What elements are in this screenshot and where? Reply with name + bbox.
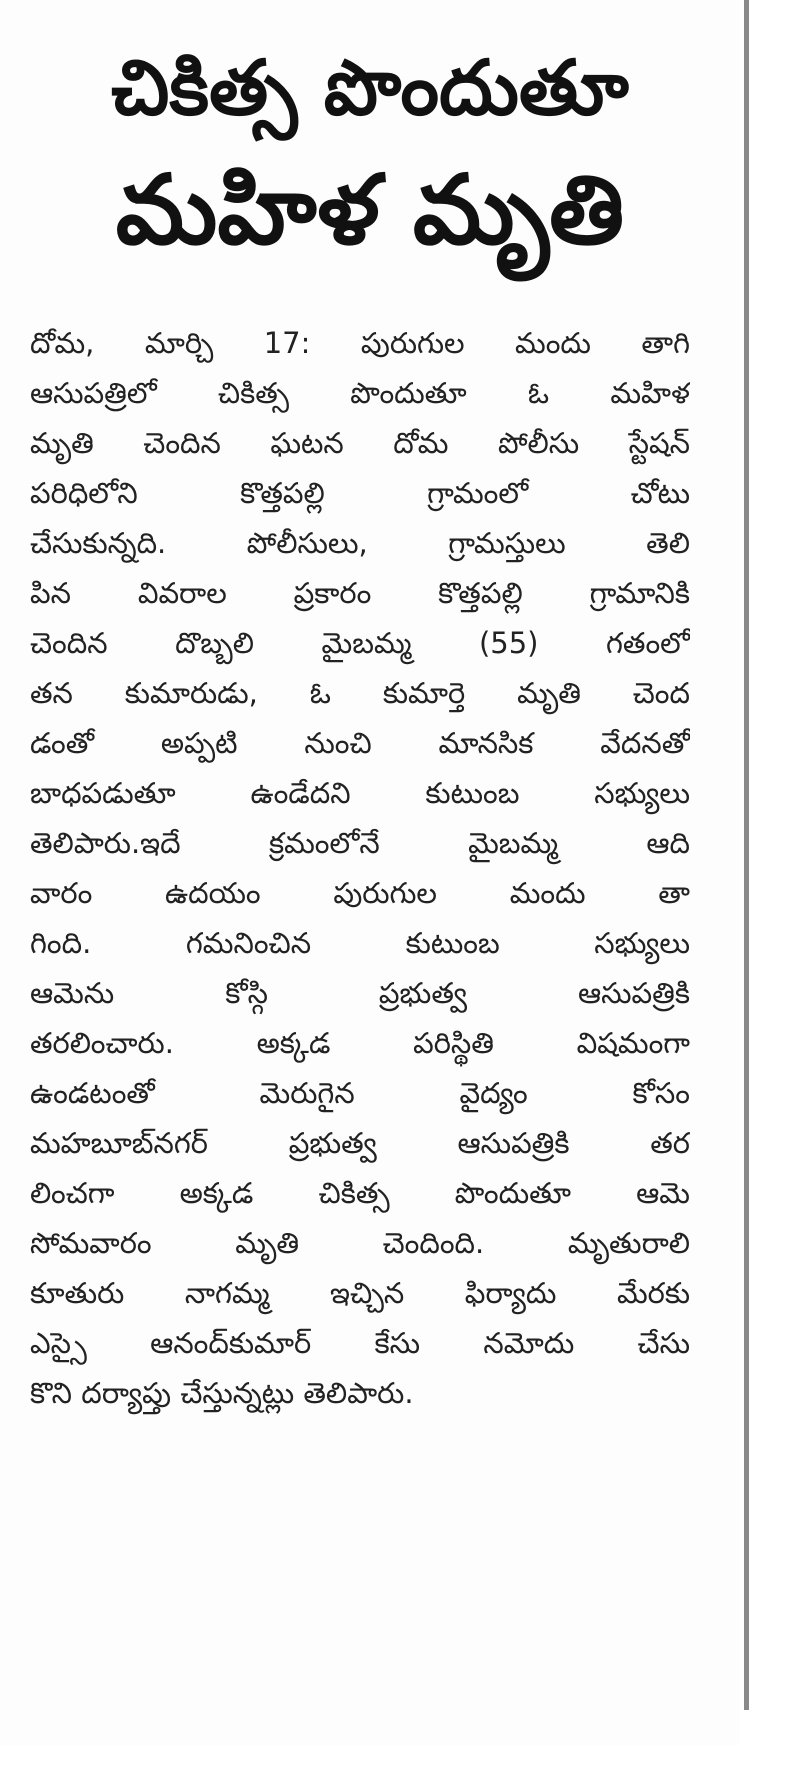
headline-line-1: చికిత్స పొందుతూ [111, 43, 629, 132]
article-line: మృతి చెందిన ఘటన దోమ పోలీసు స్టేషన్ [30, 426, 690, 460]
article-line: తెలిపారు.ఇదే క్రమంలోనే మైబమ్మ ఆది [30, 826, 690, 860]
article-line: చెందిన దొబ్బలి మైబమ్మ (55) గతంలో [30, 626, 690, 660]
article-line: పిన వివరాల ప్రకారం కొత్తపల్లి గ్రామానికి [30, 576, 690, 610]
headline-line-2: మహిళ మృతి [115, 154, 625, 266]
article-line: ఆసుపత్రిలో చికిత్స పొందుతూ ఓ మహిళ [30, 376, 690, 410]
article-line: ఉండటంతో మెరుగైన వైద్యం కోసం [30, 1076, 690, 1110]
page-bottom-margin [0, 1745, 800, 1776]
article-line: ఆమెను కోస్గి ప్రభుత్వ ఆసుపత్రికి [30, 976, 690, 1010]
article-line: సోమవారం మృతి చెందింది. మృతురాలి [30, 1226, 690, 1260]
article-line: మహబూబ్‌నగర్ ప్రభుత్వ ఆసుపత్రికి తర [30, 1126, 690, 1160]
article-line: గింది. గమనించిన కుటుంబ సభ్యులు [30, 926, 690, 960]
article-line: లించగా అక్కడ చికిత్స పొందుతూ ఆమె [30, 1176, 690, 1210]
article-line: దోమ, మార్చి 17: పురుగుల మందు తాగి [30, 326, 690, 360]
column-divider [744, 0, 749, 1710]
article-line: వారం ఉదయం పురుగుల మందు తా [30, 876, 690, 910]
article-line: తన కుమారుడు, ఓ కుమార్తె మృతి చెంద [30, 676, 690, 710]
article-line: పరిధిలోని కొత్తపల్లి గ్రామంలో చోటు [30, 476, 690, 510]
article-body [30, 318, 690, 1418]
article-line: డంతో అప్పటి నుంచి మానసిక వేదనతో [30, 726, 690, 760]
article-line: కొని దర్యాప్తు చేస్తున్నట్లు తెలిపారు. [30, 1376, 414, 1410]
article-line: ఎస్సై ఆనంద్‌కుమార్ కేసు నమోదు చేసు [30, 1326, 690, 1360]
article-line: బాధపడుతూ ఉండేదని కుటుంబ సభ్యులు [30, 776, 690, 810]
article-line: తరలించారు. అక్కడ పరిస్థితి విషమంగా [30, 1026, 690, 1060]
article-line: కూతురు నాగమ్మ ఇచ్చిన ఫిర్యాదు మేరకు [30, 1276, 690, 1310]
article-line: చేసుకున్నది. పోలీసులు, గ్రామస్తులు తెలి [30, 526, 690, 560]
